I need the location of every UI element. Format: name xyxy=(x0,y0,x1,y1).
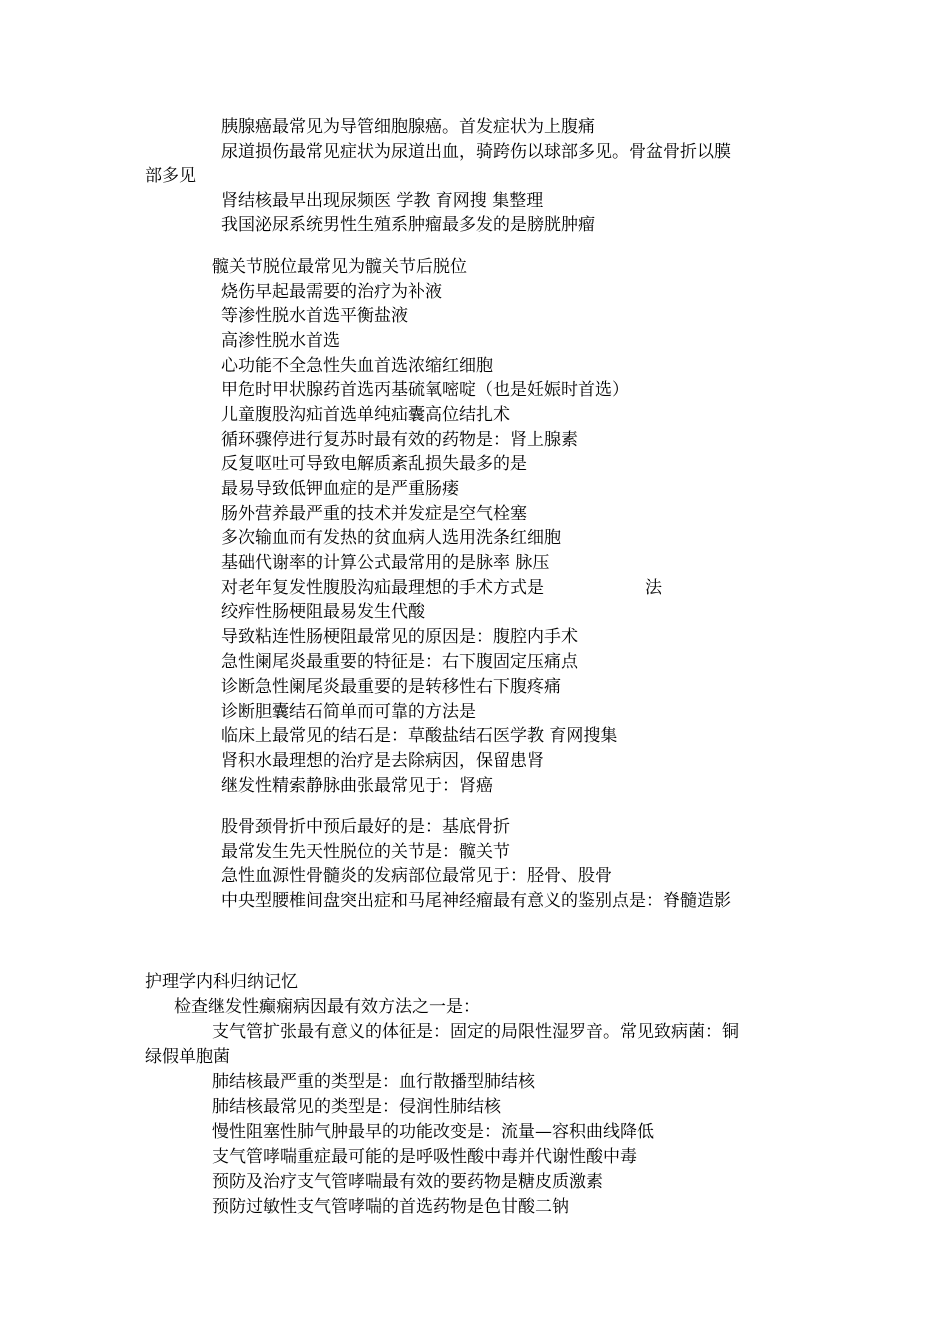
text-line: 反复呕吐可导致电解质紊乱损失最多的是 xyxy=(221,454,527,474)
text-line: 继发性精索静脉曲张最常见于：肾癌 xyxy=(221,776,493,796)
text-line: 最易导致低钾血症的是严重肠瘘 xyxy=(221,479,459,499)
text-line: 心功能不全急性失血首选浓缩红细胞 xyxy=(221,356,493,376)
text-line: 循环骤停进行复苏时最有效的药物是：肾上腺素 xyxy=(221,430,578,450)
text-line: 慢性阻塞性肺气肿最早的功能改变是：流量—容积曲线降低 xyxy=(212,1122,654,1142)
text-line: 肠外营养最严重的技术并发症是空气栓塞 xyxy=(221,504,527,524)
text-line: 儿童腹股沟疝首选单纯疝囊高位结扎术 xyxy=(221,405,510,425)
text-line: 高渗性脱水首选 xyxy=(221,331,340,351)
text-line: 最常发生先天性脱位的关节是：髋关节 xyxy=(221,842,510,862)
text-line: 肺结核最常见的类型是：侵润性肺结核 xyxy=(212,1097,501,1117)
text-line: 临床上最常见的结石是：草酸盐结石医学教 育网搜集 xyxy=(221,726,618,746)
text-line: 中央型腰椎间盘突出症和马尾神经瘤最有意义的鉴别点是：脊髓造影 xyxy=(221,891,731,911)
text-line: 肾结核最早出现尿频医 学教 育网搜 集整理 xyxy=(221,191,544,211)
text-line: 烧伤早起最需要的治疗为补液 xyxy=(221,282,442,302)
text-line: 胰腺癌最常见为导管细胞腺癌。首发症状为上腹痛 xyxy=(221,117,595,137)
text-line: 尿道损伤最常见症状为尿道出血，骑跨伤以球部多见。骨盆骨折以膜 xyxy=(221,142,731,162)
text-line: 肾积水最理想的治疗是去除病因，保留患肾 xyxy=(221,751,544,771)
text-line: 多次输血而有发热的贫血病人选用洗条红细胞 xyxy=(221,528,561,548)
text-line: 髋关节脱位最常见为髋关节后脱位 xyxy=(212,257,467,277)
text-line: 诊断急性阑尾炎最重要的是转移性右下腹疼痛 xyxy=(221,677,561,697)
text-line: 导致粘连性肠梗阻最常见的原因是：腹腔内手术 xyxy=(221,627,578,647)
text-line: 等渗性脱水首选平衡盐液 xyxy=(221,306,408,326)
text-line: 法 xyxy=(645,578,662,598)
section-heading: 护理学内科归纳记忆 xyxy=(145,972,298,992)
text-line: 检查继发性癫痫病因最有效方法之一是： xyxy=(174,997,480,1017)
text-line: 对老年复发性腹股沟疝最理想的手术方式是 xyxy=(221,578,544,598)
text-line: 绿假单胞菌 xyxy=(145,1047,230,1067)
text-line: 预防及治疗支气管哮喘最有效的要药物是糖皮质激素 xyxy=(212,1172,603,1192)
text-line: 基础代谢率的计算公式最常用的是脉率 脉压 xyxy=(221,553,550,573)
text-line: 诊断胆囊结石简单而可靠的方法是 xyxy=(221,702,476,722)
text-line: 肺结核最严重的类型是：血行散播型肺结核 xyxy=(212,1072,535,1092)
text-line: 我国泌尿系统男性生殖系肿瘤最多发的是膀胱肿瘤 xyxy=(221,215,595,235)
text-line: 部多见 xyxy=(145,166,196,186)
text-line: 急性阑尾炎最重要的特征是：右下腹固定压痛点 xyxy=(221,652,578,672)
text-line: 支气管哮喘重症最可能的是呼吸性酸中毒并代谢性酸中毒 xyxy=(212,1147,637,1167)
text-line: 甲危时甲状腺药首选丙基硫氧嘧啶（也是妊娠时首选） xyxy=(221,380,629,400)
text-line: 预防过敏性支气管哮喘的首选药物是色甘酸二钠 xyxy=(212,1197,569,1217)
text-line: 绞痄性肠梗阻最易发生代酸 xyxy=(221,602,425,622)
text-line: 急性血源性骨髓炎的发病部位最常见于：胫骨、股骨 xyxy=(221,866,612,886)
text-line: 支气管扩张最有意义的体征是：固定的局限性湿罗音。常见致病菌：铜 xyxy=(212,1022,739,1042)
text-line: 股骨颈骨折中预后最好的是：基底骨折 xyxy=(221,817,510,837)
